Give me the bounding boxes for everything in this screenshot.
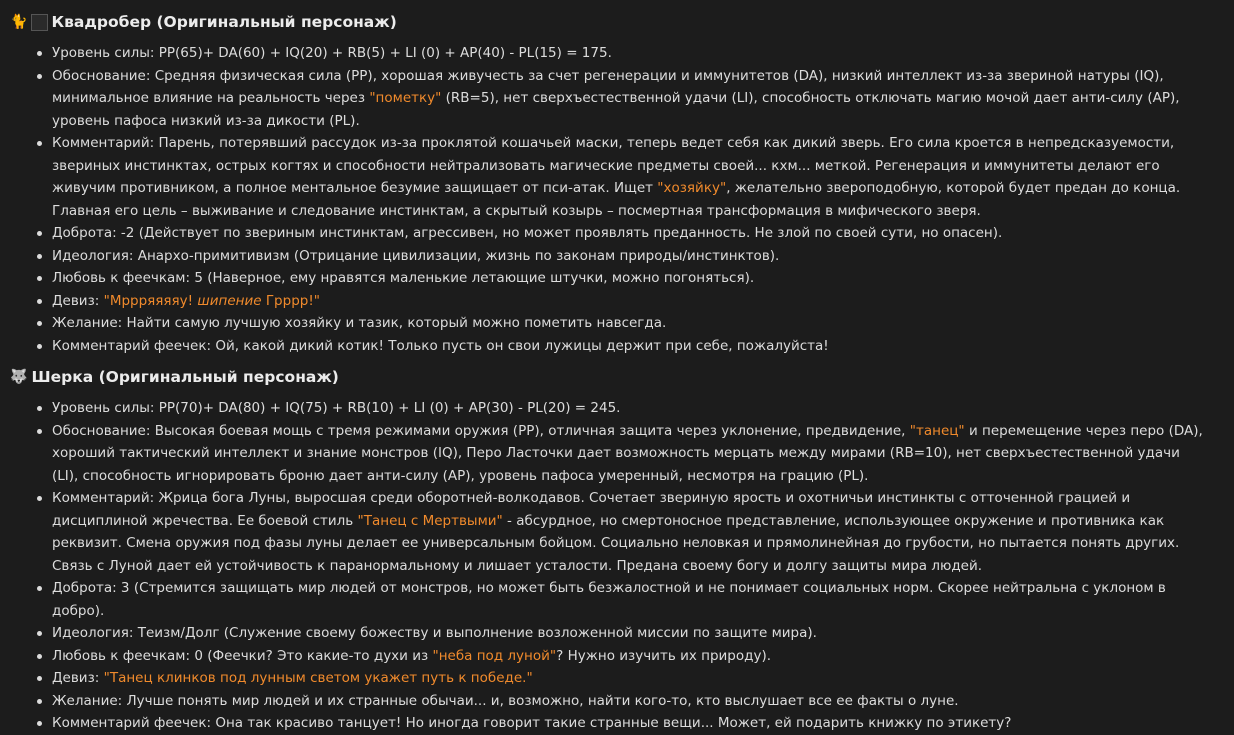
list-item: Комментарий: Жрица бога Луны, выросшая среди оборотней-волкодавов. Сочетает звериную ярость и охотничьи инстинкты с отточенной грацией и дисциплиной жречества. Ее боевой стиль "Танец с Мертвыми" - абсурдное, но смертоносное представление, использующее окружение и противника как реквизит. Смена оружия под фазы луны делает ее универсальным бойцом. Социально неловкая и прямолинейная до грубости, но пытается понять других. Связь с Луной дает ей устойчивость к паранормальному и лишает усталости. Предана своему богу и долгу защиты мира людей. [52, 487, 1210, 577]
list-item: Девиз: "Мррряяяяу! шипение Грррр!" [52, 290, 1210, 313]
list-item: Обоснование: Средняя физическая сила (PP), хорошая живучесть за счет регенерации и иммунитетов (DA), низкий интеллект из-за звериной натуры (IQ), минимальное влияние на реальность через "пометку" (RB=5), нет сверхъестественной удачи (LI), способность отключать магию мочой дает анти-силу (AP), уровень пафоса низкий из-за дикости (PL). [52, 65, 1210, 133]
section-title-sherka [10, 365, 1210, 389]
list-item: Комментарий: Парень, потерявший рассудок из-за проклятой кошачьей маски, теперь ведет себя как дикий зверь. Его сила кроется в непредсказуемости, звериных инстинктах, острых когтях и способности нейтрализовать магические предметы своей... кхм... меткой. Регенерация и иммунитеты делают его живучим противником, а полное ментальное безумие защищает от пси-атак. Ищет "хозяйку", желательно звероподобную, которой будет предан до конца. Главная его цель – выживание и следование инстинктам, а скрытый козырь – посмертная трансформация в мифического зверя. [52, 132, 1210, 222]
list-item: Уровень силы: PP(70)+ DA(80) + IQ(75) + RB(10) + LI (0) + AP(30) - PL(20) = 245. [52, 397, 1210, 420]
list-item: Любовь к феечкам: 0 (Феечки? Это какие-то духи из "неба под луной"? Нужно изучить их природу). [52, 645, 1210, 668]
highlight-text: "Мррряяяяу! [103, 292, 198, 309]
wolf-icon: 🐺 [10, 368, 28, 385]
list-item: Уровень силы: PP(65)+ DA(60) + IQ(20) + RB(5) + LI (0) + AP(40) - PL(15) = 175. [52, 42, 1210, 65]
highlight-text: Грррр!" [261, 292, 320, 309]
list-item: Обоснование: Высокая боевая мощь с тремя режимами оружия (PP), отличная защита через уклонение, предвидение, "танец" и перемещение через перо (DA), хороший тактический интеллект и знание монстров (IQ), Перо Ласточки дает возможность мерцать между мирами (RB=10), нет сверхъестественной удачи (LI), способность игнорировать броню дает анти-силу (AP), уровень пафоса умеренный, несмотря на грацию (PL). [52, 420, 1210, 488]
section-list-sherka [10, 397, 1210, 735]
list-item: Доброта: -2 (Действует по звериным инстинктам, агрессивен, но может проявлять преданность. Не злой по своей сути, но опасен). [52, 222, 1210, 245]
section-title-text: Шерка (Оригинальный персонаж) [31, 367, 339, 386]
black-square-icon [31, 14, 48, 31]
list-item: Идеология: Анархо-примитивизм (Отрицание цивилизации, жизнь по законам природы/инстинктов). [52, 245, 1210, 268]
list-item: Желание: Найти самую лучшую хозяйку и тазик, который можно пометить навсегда. [52, 312, 1210, 335]
list-item: Идеология: Теизм/Долг (Служение своему божеству и выполнение возложенной миссии по защите мира). [52, 622, 1210, 645]
list-item: Любовь к феечкам: 5 (Наверное, ему нравятся маленькие летающие штучки, можно погоняться). [52, 267, 1210, 290]
highlight-text: "хозяйку" [657, 180, 727, 196]
list-item: Комментарий феечек: Ой, какой дикий котик! Только пусть он свои лужицы держит при себе, пожалуйста! [52, 335, 1210, 358]
highlight-text: "неба под луной" [432, 647, 557, 664]
list-item: Доброта: 3 (Стремится защищать мир людей от монстров, но может быть безжалостной и не понимает социальных норм. Скорее нейтральна с уклоном в добро). [52, 577, 1210, 622]
list-item: Желание: Лучше понять мир людей и их странные обычаи... и, возможно, найти кого-то, кто выслушает все ее факты о луне. [52, 690, 1210, 713]
highlight-text: "пометку" [369, 90, 442, 106]
highlight-text: "Танец клинков под лунным светом укажет путь к победе." [103, 670, 533, 686]
list-item: Комментарий феечек: Она так красиво танцует! Но иногда говорит такие странные вещи... Может, ей подарить книжку по этикету? [52, 712, 1210, 735]
section-title-text: Квадробер (Оригинальный персонаж) [51, 12, 397, 31]
cat-icon: 🐈 [10, 13, 28, 30]
section-list-kvadrober [10, 42, 1210, 357]
highlight-text: "Танец с Мертвыми" [357, 512, 503, 529]
section-title-kvadrober [10, 10, 1210, 34]
list-item: Девиз: "Танец клинков под лунным светом укажет путь к победе." [52, 667, 1210, 690]
highlight-italic-text: шипение [197, 292, 262, 309]
highlight-text: "танец" [909, 422, 965, 439]
